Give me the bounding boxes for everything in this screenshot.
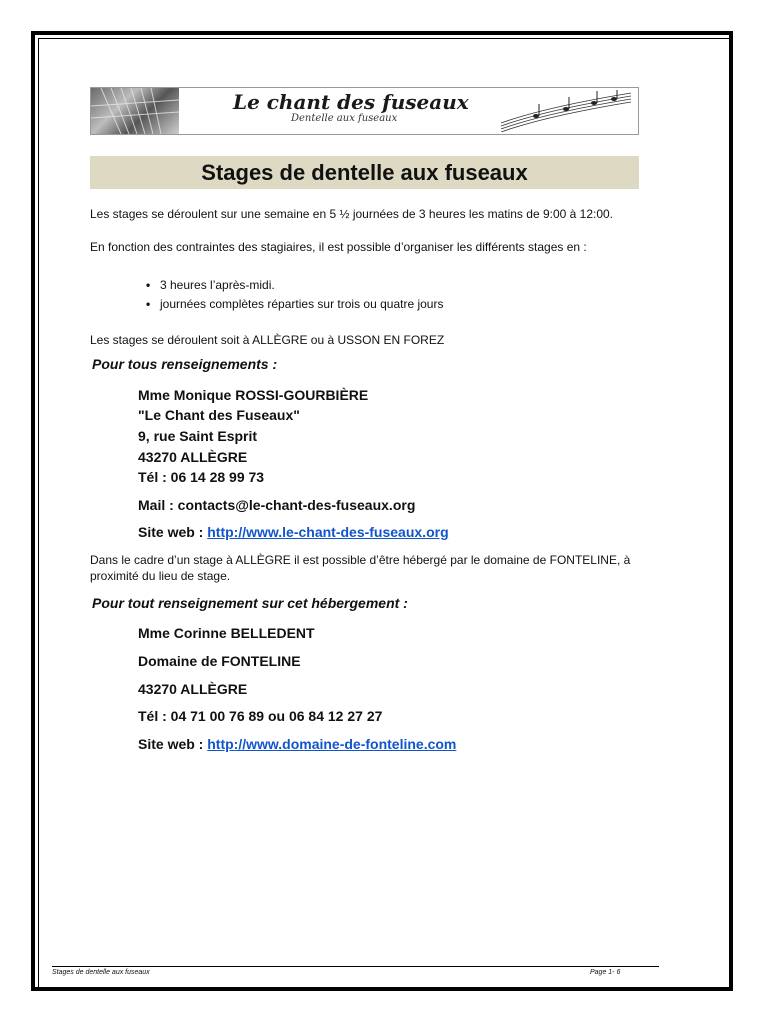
- lodging-contact-name: Mme Corinne BELLEDENT: [138, 625, 315, 641]
- lodging-phone: Tél : 04 71 00 76 89 ou 06 84 12 27 27: [138, 708, 383, 724]
- lace-bobbins-photo: [91, 88, 179, 134]
- locations-text: Les stages se déroulent soit à ALLÈGRE ou à USSON EN FOREZ: [90, 333, 445, 347]
- music-notes-icon: [496, 90, 636, 132]
- contact-heading: Pour tous renseignements :: [92, 356, 278, 372]
- contact-website: [138, 522, 449, 542]
- lodging-domain: Domaine de FONTELINE: [138, 653, 301, 669]
- website-link[interactable]: http://www.le-chant-des-fuseaux.org: [207, 524, 449, 540]
- banner-title: Le chant des fuseaux: [233, 90, 469, 114]
- list-item: • journées complètes réparties sur trois ou quatre jours: [160, 296, 443, 312]
- list-item: • 3 heures l’après-midi.: [160, 277, 275, 293]
- contact-street: 9, rue Saint Esprit: [138, 428, 258, 444]
- contact-name: Mme Monique ROSSI-GOURBIÈRE: [138, 387, 369, 403]
- website-label: Site web :: [138, 736, 208, 752]
- page-title: Stages de dentelle aux fuseaux: [90, 156, 639, 189]
- contact-organization: "Le Chant des Fuseaux": [138, 407, 300, 423]
- lodging-city: 43270 ALLÈGRE: [138, 681, 248, 697]
- footer-divider: [52, 966, 659, 967]
- lodging-heading: Pour tout renseignement sur cet hébergement :: [92, 595, 408, 611]
- header-banner: [90, 87, 639, 135]
- lodging-note: Dans le cadre d’un stage à ALLÈGRE il est possible d’être hébergé par le domaine de FONTELINE, à proximité du lieu de stage.: [90, 553, 631, 583]
- footer-title: Stages de dentelle aux fuseaux: [52, 969, 150, 976]
- footer-page-number: Page 1- 6: [590, 969, 621, 976]
- website-link[interactable]: http://www.domaine-de-fonteline.com: [207, 736, 457, 752]
- contact-phone: Tél : 06 14 28 99 73: [138, 469, 265, 485]
- banner-subtitle: Dentelle aux fuseaux: [291, 113, 398, 124]
- intro-paragraph-1: Les stages se déroulent sur une semaine en 5 ½ journées de 3 heures les matins de 9:00 à 12:00.: [90, 207, 614, 221]
- intro-paragraph-2: En fonction des contraintes des stagiaires, il est possible d’organiser les différents stages en :: [90, 240, 587, 254]
- contact-city: 43270 ALLÈGRE: [138, 449, 248, 465]
- contact-email: Mail : contacts@le-chant-des-fuseaux.org: [138, 497, 416, 513]
- lodging-website: [138, 734, 456, 754]
- website-label: Site web :: [138, 524, 208, 540]
